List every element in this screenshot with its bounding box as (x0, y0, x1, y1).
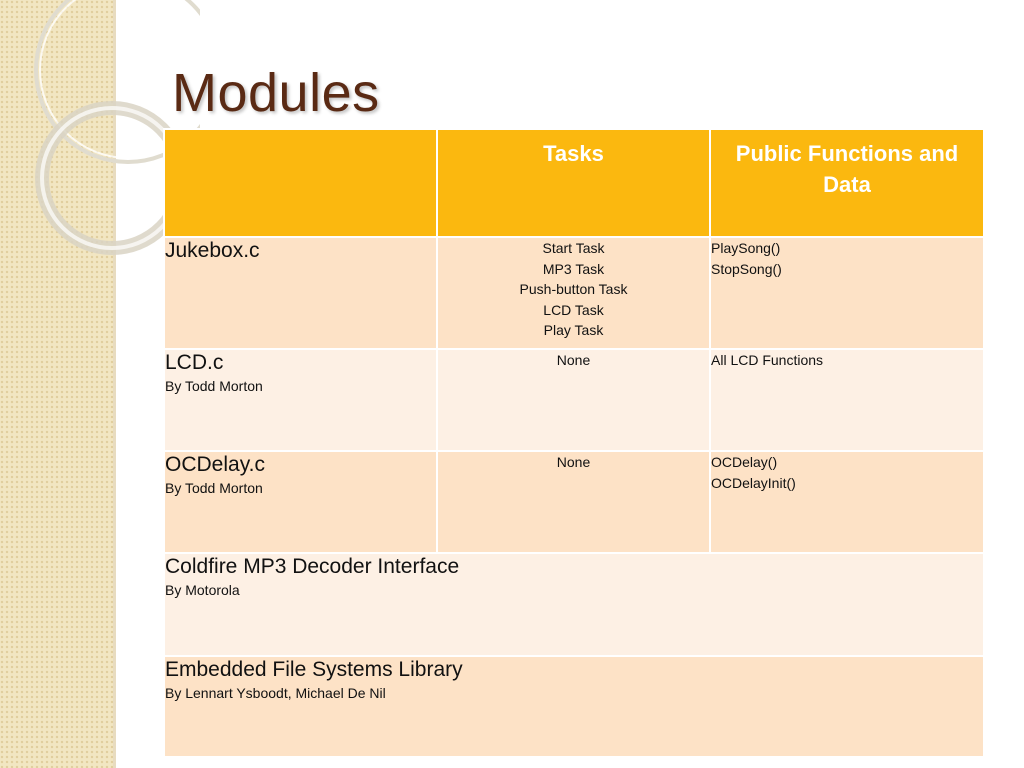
tasks-cell (437, 349, 710, 451)
module-cell (164, 349, 437, 451)
module-cell (164, 237, 437, 349)
functions-cell (710, 237, 984, 349)
table-header-row (164, 129, 984, 237)
tasks-cell (437, 451, 710, 553)
task-item: None (556, 454, 591, 470)
module-author: By Todd Morton (165, 378, 263, 394)
module-author: By Todd Morton (165, 480, 263, 496)
table-row (164, 237, 984, 349)
tasks-cell (437, 237, 710, 349)
task-item: None (556, 352, 591, 368)
task-item: Play Task (543, 322, 604, 338)
header-tasks: Tasks (437, 129, 710, 237)
function-item: PlaySong() (711, 240, 781, 256)
table-row (164, 656, 984, 757)
module-cell (164, 656, 984, 757)
task-item: MP3 Task (542, 260, 605, 277)
module-author: By Motorola (165, 582, 240, 598)
module-name: Coldfire MP3 Decoder Interface (165, 555, 460, 578)
table-row (164, 451, 984, 553)
module-name: OCDelay.c (165, 453, 265, 476)
module-cell (164, 451, 437, 553)
header-module (164, 129, 437, 237)
module-author: By Lennart Ysboodt, Michael De Nil (165, 685, 386, 701)
page-title: Modules (172, 63, 380, 123)
table-row (164, 553, 984, 656)
module-cell (164, 553, 984, 656)
function-item: All LCD Functions (711, 352, 824, 368)
functions-cell (710, 349, 984, 451)
function-item: OCDelay() (711, 454, 778, 470)
module-name: LCD.c (165, 351, 224, 374)
functions-cell (710, 451, 984, 553)
module-name: Jukebox.c (165, 239, 260, 262)
table-row (164, 349, 984, 451)
module-name: Embedded File Systems Library (165, 658, 463, 681)
modules-table (163, 128, 985, 758)
header-functions: Public Functions and Data (710, 129, 984, 237)
task-item: Start Task (542, 240, 605, 256)
task-item: Push-button Task (519, 281, 628, 297)
function-item: OCDelayInit() (711, 474, 796, 491)
function-item: StopSong() (711, 260, 782, 277)
task-item: LCD Task (543, 301, 604, 318)
